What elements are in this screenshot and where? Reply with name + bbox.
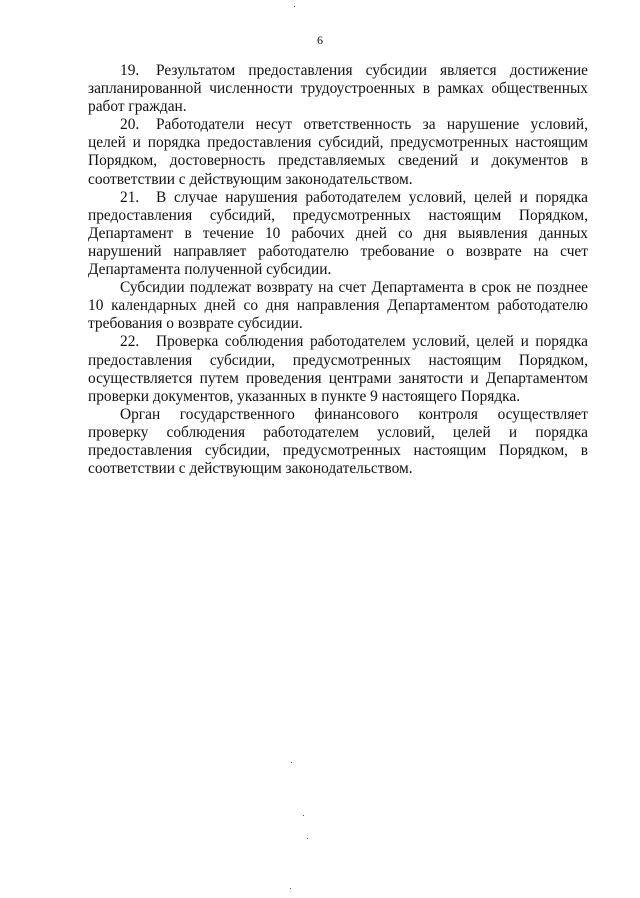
paragraph-text: Орган государственного финансового контроля осуществляет проверку соблюдения работодателем условий, целей и порядка предоставления субсидии, предусмотренных настоящим Порядком, в соответствии с действующим законодательством. [88, 405, 588, 478]
paragraph-text: Субсидии подлежат возврату на счет Департамента в срок не позднее 10 календарных дней со дня направления Департаментом работодателю требования о возврате субсидии. [88, 279, 588, 333]
document-body [88, 62, 588, 478]
paragraph-number: 19. [120, 62, 140, 79]
paragraph-number: 21. [120, 188, 140, 206]
scan-speck [303, 815, 304, 816]
paragraph-22 [88, 333, 588, 405]
paragraph-19 [88, 62, 588, 116]
scan-speck [290, 888, 291, 889]
scan-speck [294, 6, 295, 7]
page-number: 6 [317, 33, 323, 47]
paragraph-text: Проверка соблюдения работодателем условий, целей и порядка предоставления субсидии, предусмотренных настоящим Порядком, осуществляется путем проведения центрами занятости и Департаментом проверки документов, указанных в пункте 9 настоящего Порядка. [88, 333, 588, 405]
paragraph-text: В случае нарушения работодателем условий, целей и порядка предоставления субсидий, предусмотренных настоящим Порядком, Департамент в течение 10 рабочих дней со дня выявления данных нарушений направляет работодателю требование о возврате на счет Департамента полученной субсидии. [88, 188, 588, 279]
paragraph-text: Работодатели несут ответственность за нарушение условий, целей и порядка предоставления субсидий, предусмотренных настоящим Порядком, достоверность представляемых сведений и документов в соответствии с действующим законодательством. [88, 116, 588, 188]
paragraph-21 [88, 189, 588, 279]
paragraph-21-continuation [88, 279, 588, 333]
scan-speck [291, 762, 292, 763]
paragraph-22-continuation [88, 406, 588, 478]
scan-speck [307, 838, 308, 839]
paragraph-20 [88, 116, 588, 188]
paragraph-text: Результатом предоставления субсидии является достижение запланированной численности трудоустроенных в рамках общественных работ граждан. [88, 62, 588, 116]
paragraph-number: 22. [120, 333, 140, 351]
paragraph-number: 20. [120, 116, 140, 134]
